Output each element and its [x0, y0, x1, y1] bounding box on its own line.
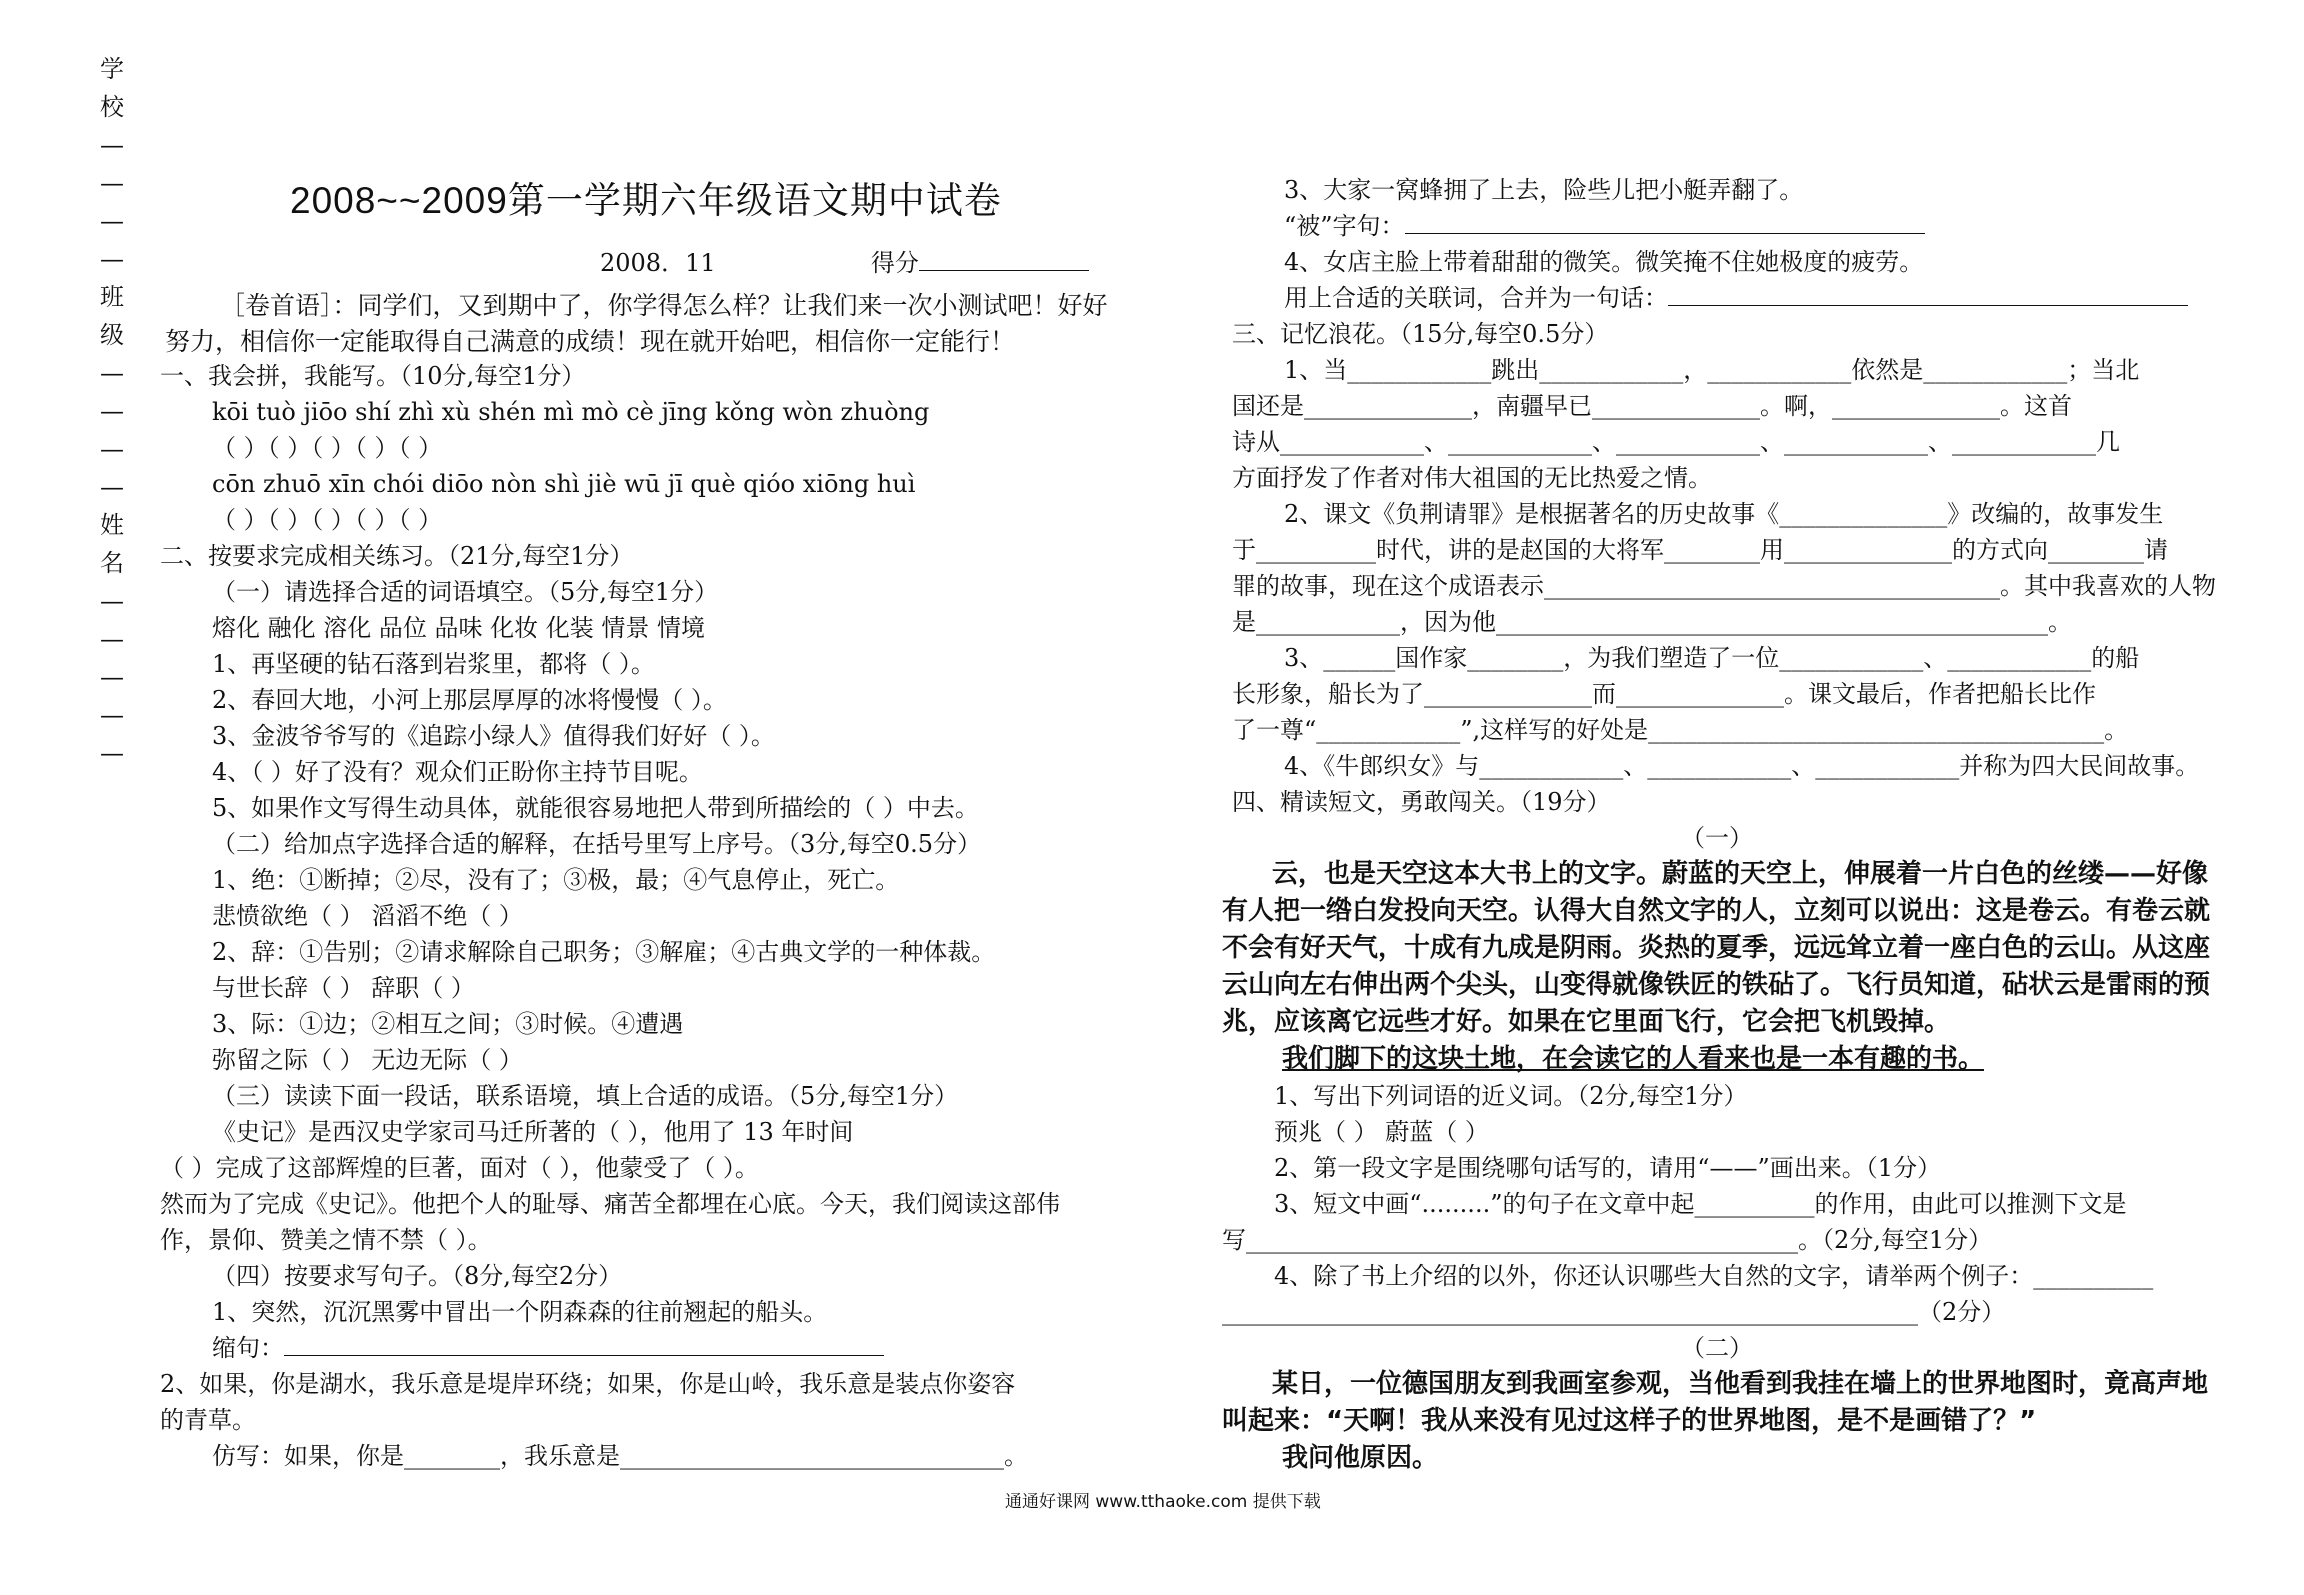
left-lines-line: 然而为了完成《史记》。他把个人的耻辱、痛苦全都埋在心底。今天，我们阅读这部伟 [160, 1190, 1060, 1218]
right-lines-line: 2、课文《负荆请罪》是根据著名的历史故事《______________》改编的，故事发生 [1284, 500, 2164, 528]
right-lines-line: 3、______国作家________，为我们塑造了一位____________、____________的船 [1284, 644, 2140, 672]
binding-margin-glyph: — [100, 625, 124, 653]
binding-margin-glyph: — [100, 245, 124, 273]
binding-margin-glyph: — [100, 169, 124, 197]
left-lines-line: 仿写：如果，你是________，我乐意是________________________________。 [212, 1442, 1028, 1470]
page-title: 2008~~2009第一学期六年级语文期中试卷 [290, 180, 1002, 221]
score-label: 得分 [870, 249, 919, 277]
right-lines-line: 国还是______________，南疆早已______________。啊，______________。这首 [1232, 392, 2072, 420]
date-line [600, 243, 1089, 278]
binding-margin-glyph: — [100, 701, 124, 729]
question-line: 3、短文中画“.........”的句子在文章中起__________的作用，由此可以推测下文是 [1274, 1190, 2127, 1218]
binding-margin-glyph: — [100, 587, 124, 615]
left-lines-line: 悲愤欲绝（ ） 滔滔不绝（ ） [212, 902, 523, 930]
left-lines-line: 与世长辞（ ） 辞职（ ） [212, 974, 475, 1002]
binding-margin-glyph: — [100, 435, 124, 463]
left-lines-line: 4、（ ）好了没有？观众们正盼你主持节目呢。 [212, 758, 703, 786]
left-lines-line: 1、突然，沉沉黑雾中冒出一个阴森森的往前翘起的船头。 [212, 1298, 828, 1326]
left-lines-line: 弥留之际（ ） 无边无际（ ） [212, 1046, 523, 1074]
intro-paragraph: ［卷首语］：同学们，又到期中了，你学得怎么样？让我们来一次小测试吧！好好努力，相信你一定能取得自己满意的成绩！现在就开始吧，相信你一定能行！ [165, 291, 1108, 356]
passage-1-last-line: 我们脚下的这块土地，在会读它的人看来也是一本有趣的书。 [1282, 1044, 1985, 1074]
right-lines-line: 4、女店主脸上带着甜甜的微笑。微笑掩不住她极度的疲劳。 [1284, 248, 1924, 276]
footer-credit: 通通好课网 www.tthaoke.com 提供下载 [1005, 1492, 1321, 1512]
right-lines-line: 1、当____________跳出____________，____________依然是____________；当北 [1284, 356, 2140, 384]
question-line: 写______________________________________________。（2分,每空1分） [1222, 1226, 1993, 1254]
right-lines-line: 4、《牛郎织女》与____________、____________、____________并称为四大民间故事。 [1284, 752, 2200, 780]
exam-date: 2008．11 [600, 249, 716, 277]
right-lines-line: 罪的故事，现在这个成语表示______________________________________。其中我喜欢的人物 [1232, 572, 2216, 600]
right-lines-line: 方面抒发了作者对伟大祖国的无比热爱之情。 [1232, 464, 1712, 492]
left-lines-line: kōi tuò jiōo shí zhì xù shén mì mò cè jīng kǒng wòn zhuòng [212, 398, 930, 426]
binding-margin-glyph: 姓 [100, 511, 124, 539]
binding-margin [92, 50, 132, 772]
right-lines-line: 3、大家一窝蜂拥了上去，险些儿把小艇弄翻了。 [1284, 176, 1804, 204]
right-lines-line: 是____________，因为他______________________________________________。 [1232, 608, 2072, 636]
left-lines-line: 1、再坚硬的钻石落到岩浆里，都将（ ）。 [212, 650, 655, 678]
right-lines-line: 四、精读短文，勇敢闯关。（19分） [1232, 788, 1611, 816]
left-lines-line: 熔化 融化 溶化 品位 品味 化妆 化装 情景 情境 [212, 614, 706, 642]
binding-margin-glyph: — [100, 473, 124, 501]
section-2-label: （二） [1681, 1334, 1753, 1362]
binding-margin-glyph: — [100, 131, 124, 159]
right-lines-line: 诗从____________、____________、____________、____________、____________几 [1232, 428, 2120, 456]
left-lines-line: cōn zhuō xīn chói diōo nòn shì jiè wū jī què qióo xiōng huì [212, 470, 916, 498]
reading-questions [1222, 1078, 2212, 1330]
binding-margin-glyph: — [100, 397, 124, 425]
binding-margin-glyph: — [100, 739, 124, 767]
question-line: 预兆（ ） 蔚蓝（ ） [1274, 1118, 1489, 1146]
left-lines-line: （ ）完成了这部辉煌的巨著，面对（ ），他蒙受了（ ）。 [160, 1154, 759, 1182]
binding-margin-glyph: — [100, 359, 124, 387]
binding-margin-glyph: 校 [100, 93, 124, 121]
section-1-label: （一） [1681, 824, 1753, 852]
binding-margin-glyph: — [100, 663, 124, 691]
question-line: 4、除了书上介绍的以外，你还认识哪些大自然的文字，请举两个例子：__________ [1274, 1262, 2154, 1290]
left-lines-line: 2、辞：①告别；②请求解除自己职务；③解雇；④古典文学的一种体裁。 [212, 938, 996, 966]
question-line: __________________________________________________________（2分） [1222, 1298, 2006, 1326]
left-lines-line: （ ）（ ）（ ）（ ）（ ） [212, 434, 443, 462]
left-lines-line: 5、如果作文写得生动具体，就能很容易地把人带到所描绘的（ ）中去。 [212, 794, 979, 822]
reading-section-1 [1222, 820, 2212, 1477]
passage-2-last-line: 我问他原因。 [1282, 1443, 1439, 1473]
left-lines-line: （三）读读下面一段话，联系语境，填上合适的成语。（5分,每空1分） [212, 1082, 959, 1110]
left-lines-line: （一）请选择合适的词语填空。（5分,每空1分） [212, 578, 719, 606]
binding-margin-glyph: 名 [100, 549, 124, 577]
left-lines-line: 2、如果，你是湖水，我乐意是堤岸环绕；如果，你是山岭，我乐意是装点你姿容 [160, 1370, 1016, 1398]
question-line: 2、第一段文字是围绕哪句话写的，请用“——”画出来。（1分） [1274, 1154, 1942, 1182]
answer-blank[interactable] [1668, 283, 2188, 306]
right-lines-line: 了一尊“____________”,这样写的好处是______________________________________。 [1232, 716, 2129, 744]
left-lines-line: （二）给加点字选择合适的解释，在括号里写上序号。（3分,每空0.5分） [212, 830, 982, 858]
left-column [160, 358, 1140, 1474]
left-lines-line: 作，景仰、赞美之情不禁（ ）。 [160, 1226, 492, 1254]
right-lines-line: 三、记忆浪花。（15分,每空0.5分） [1232, 320, 1609, 348]
binding-margin-glyph: 班 [100, 283, 124, 311]
binding-margin-glyph: 级 [100, 321, 124, 349]
left-lines-line: 2、春回大地，小河上那层厚厚的冰将慢慢（ ）。 [212, 686, 727, 714]
answer-blank[interactable] [1405, 211, 1925, 234]
left-lines-line: 缩句： [160, 1330, 1140, 1366]
left-lines-line: （四）按要求写句子。（8分,每空2分） [212, 1262, 623, 1290]
score-blank[interactable] [919, 248, 1089, 271]
passage-2: 某日，一位德国朋友到我画室参观，当他看到我挂在墙上的世界地图时，竟高声地叫起来：“天啊！我从来没有见过这样子的世界地图，是不是画错了？” [1222, 1369, 2209, 1436]
left-lines-line: 3、金波爷爷写的《追踪小绿人》值得我们好好（ ）。 [212, 722, 775, 750]
right-lines-line: 长形象，船长为了______________而______________。课文最后，作者把船长比作 [1232, 680, 2096, 708]
left-lines-line: 的青草。 [160, 1406, 256, 1434]
left-lines-line: 3、际：①边；②相互之间；③时候。④遭遇 [212, 1010, 684, 1038]
right-lines-line: “被”字句： [1232, 208, 2222, 244]
question-line: 1、写出下列词语的近义词。（2分,每空1分） [1274, 1082, 1748, 1110]
left-lines-line: 1、绝：①断掉；②尽，没有了；③极，最；④气息停止，死亡。 [212, 866, 900, 894]
right-column [1232, 172, 2222, 820]
binding-margin-glyph: — [100, 207, 124, 235]
left-lines-line: 一、我会拼，我能写。（10分,每空1分） [160, 362, 586, 390]
left-lines-line: 二、按要求完成相关练习。（21分,每空1分） [160, 542, 634, 570]
passage-1: 云，也是天空这本大书上的文字。蔚蓝的天空上，伸展着一片白色的丝缕——好像有人把一绺白发投向天空。认得大自然文字的人，立刻可以说出：这是卷云。有卷云就不会有好天气，十成有九成是阴雨。炎热的夏季，远远耸立着一座白色的云山。从这座云山向左右伸出两个尖头，山变得就像铁匠的铁砧了。飞行员知道，砧状云是雷雨的预兆，应该离它远些才好。如果在它里面飞行，它会把飞机毁掉。 [1222, 859, 2211, 1037]
left-lines-line: （ ）（ ）（ ）（ ）（ ） [212, 506, 443, 534]
right-lines-line: 于__________时代，讲的是赵国的大将军________用______________的方式向________请 [1232, 536, 2168, 564]
answer-blank[interactable] [284, 1333, 884, 1356]
right-lines-line: 用上合适的关联词，合并为一句话： [1232, 280, 2222, 316]
binding-margin-glyph: 学 [100, 55, 124, 83]
left-lines-line: 《史记》是西汉史学家司马迁所著的（ ），他用了 13 年时间 [212, 1118, 854, 1146]
